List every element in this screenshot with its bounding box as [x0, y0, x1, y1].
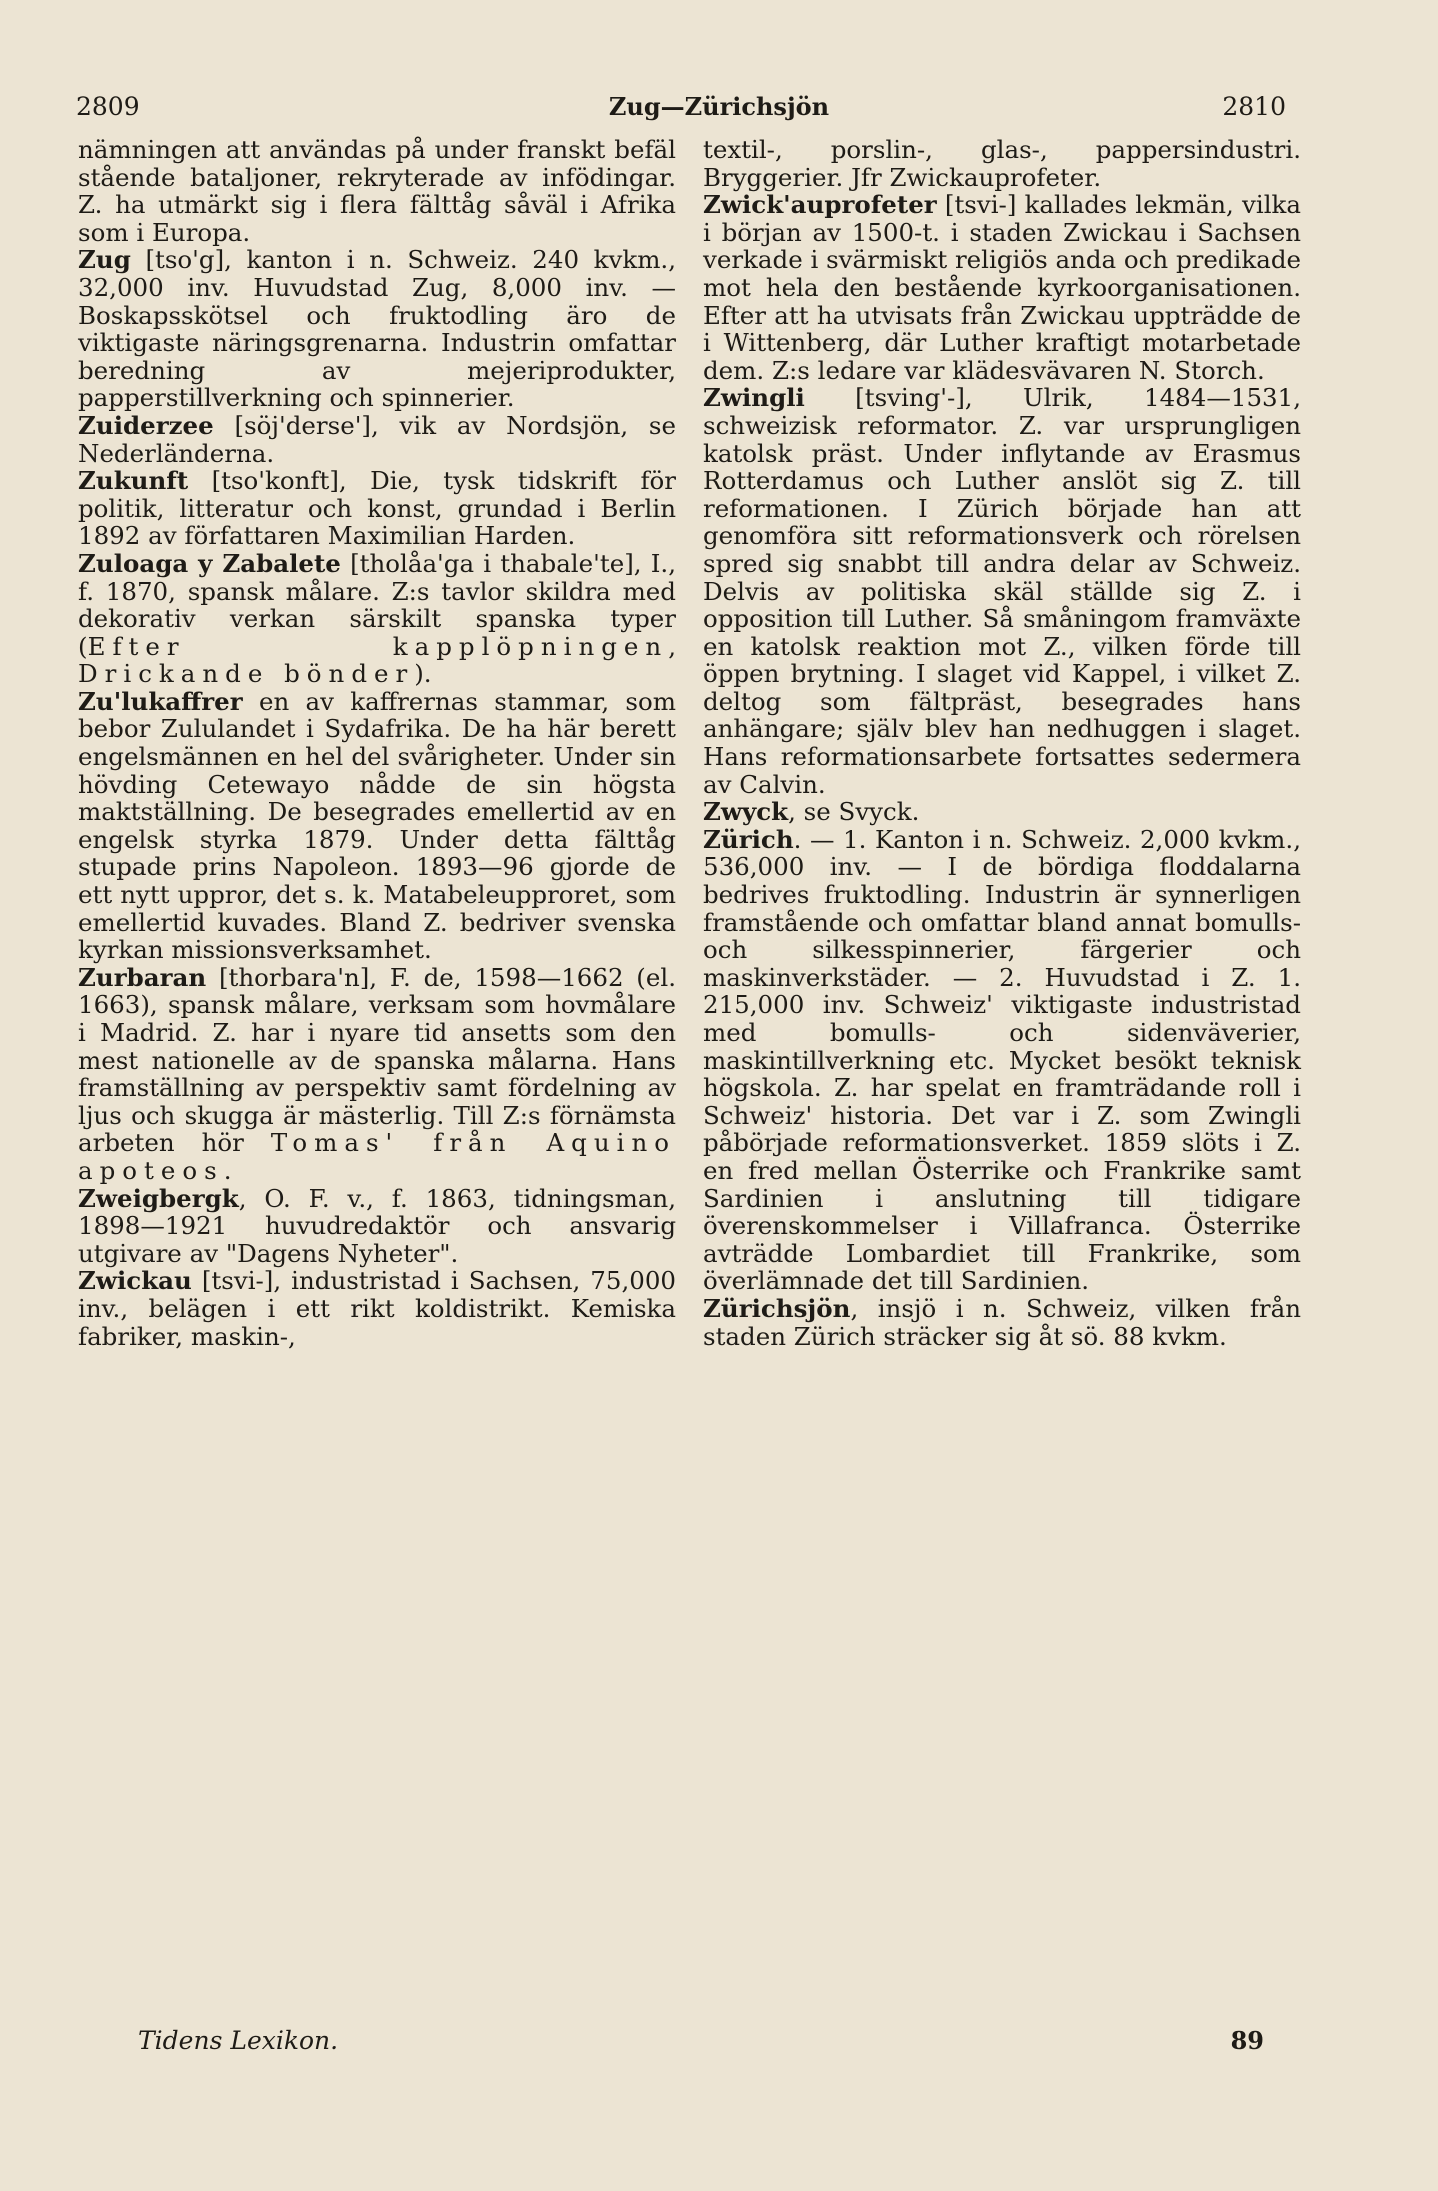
entry-zwyck: Zwyck, se Svyck.	[703, 797, 920, 827]
entry-zulukaffrer: Zu'lukaffrer en av kaffrernas stammar, som bebor Zululandet i Sydafrika. De ha här berett engelsmännen en hel del svårigheter. Under sin hövding Cetewayo nådde de sin högsta maktställning. De besegrades emellertid av en engelsk styrka 1879. Under detta fälttåg stupade prins Napoleon. 1893—96 gjorde de ett nytt uppror, det s. k. Matabeleupproret, som emellertid kuvades. Bland Z. bedriver svenska kyrkan missionsverksamhet.	[78, 686, 676, 965]
headword: Zürichsjön	[703, 1293, 851, 1323]
page-header	[0, 92, 1438, 132]
headword: Zurbaran	[78, 962, 207, 992]
artwork-title: Efter kapplöpningen	[87, 631, 669, 661]
running-title: Zug—Zürichsjön	[608, 92, 830, 121]
headword: Zürich	[703, 824, 794, 854]
headword: Zuloaga y Zabalete	[78, 548, 341, 578]
entry-zurichsjon: Zürichsjön, insjö i n. Schweiz, vilken från staden Zürich sträcker sig åt sö. 88 kvkm.	[703, 1293, 1301, 1351]
headword: Zukunft	[78, 466, 189, 496]
entry-zurich: Zürich. — 1. Kanton i n. Schweiz. 2,000 kvkm., 536,000 inv. — I de bördiga floddalarna bedrives fruktodling. Industrin är synnerligen framstående och omfattar bland annat bomulls- och silkesspinnerier, färgerier och maskinverkstäder. — 2. Huvudstad i Z. 1. 215,000 inv. Schweiz' viktigaste industristad med bomulls- och sidenväverier, maskintillverkning etc. Mycket besökt teknisk högskola. Z. har spelat en framträdande roll i Schweiz' historia. Det var i Z. som Zwingli påbörjade reformationsverket. 1859 slöts i Z. en fred mellan Österrike och Frankrike samt Sardinien i anslutning till tidigare överenskommelser i Villafranca. Österrike avträdde Lombardiet till Frankrike, som överlämnade det till Sardinien.	[703, 824, 1301, 1296]
entry-continuation: nämningen att användas på under franskt befäl stående bataljoner, rekryterade av infödingar. Z. ha utmärkt sig i flera fälttåg såväl i Afrika som i Europa.	[78, 135, 676, 247]
entry-zwickau: Zwickau [tsvi-], industristad i Sachsen, 75,000 inv., belägen i ett rikt koldistrikt. Kemiska fabriker, maskin-,	[78, 1266, 676, 1351]
artwork-title: Tomas' från Aquino apoteos	[78, 1128, 676, 1185]
page-footer	[0, 2026, 1438, 2066]
publisher-name: Tidens Lexikon.	[138, 2026, 339, 2055]
headword: Zwyck	[703, 797, 789, 827]
entry-zuloaga: Zuloaga y Zabalete [tholåa'ga i thabale'te], I., f. 1870, spansk målare. Z:s tavlor skildra med dekorativ verkan särskilt spanska typer (Efter kapplöpningen, Drickande bönder).	[78, 548, 677, 689]
entry-zuiderzee: Zuiderzee [söj'derse'], vik av Nordsjön, se Nederländerna.	[78, 410, 676, 468]
page-number-left: 2809	[76, 92, 140, 121]
entry-zweigbergk: Zweigbergk, O. F. v., f. 1863, tidningsman, 1898—1921 huvudredaktör och ansvarig utgivare av "Dagens Nyheter".	[78, 1183, 676, 1268]
headword: Zweigbergk	[78, 1183, 239, 1213]
headword: Zu'lukaffrer	[78, 686, 243, 716]
artwork-title: Drickande bönder	[78, 659, 415, 689]
entry-zukunft: Zukunft [tso'konft], Die, tysk tidskrift för politik, litteratur och konst, grundad i Berlin 1892 av författaren Maximilian Harden.	[78, 466, 676, 551]
headword: Zug	[78, 245, 131, 275]
headword: Zwick'auprofeter	[703, 190, 937, 220]
headword: Zwickau	[78, 1266, 192, 1296]
entry-zwickauprofeter: Zwick'auprofeter [tsvi-] kallades lekmän, vilka i början av 1500-t. i staden Zwickau i Sachsen verkade i svärmiskt religiös anda och predikade mot hela den bestående kyrkoorganisationen. Efter att ha utvisats från Zwickau uppträdde de i Wittenberg, där Luther kraftigt motarbetade dem. Z:s ledare var klädesvävaren N. Storch.	[703, 190, 1302, 385]
sheet-number: 89	[1230, 2026, 1264, 2055]
headword: Zuiderzee	[78, 410, 214, 440]
entry-zwingli: Zwingli [tsving'-], Ulrik, 1484—1531, schweizisk reformator. Z. var ursprungligen katolsk präst. Under inflytande av Erasmus Rotterdamus och Luther anslöt sig Z. till reformationen. I Zürich började han att genomföra sitt reformationsverk och rörelsen spred sig snabbt till andra delar av Schweiz. Delvis av politiska skäl ställde sig Z. i opposition till Luther. Så småningom framväxte en katolsk reaktion mot Z., vilken förde till öppen brytning. I slaget vid Kappel, i vilket Z. deltog som fältpräst, besegrades hans anhängare; själv blev han nedhuggen i slaget. Hans reformationsarbete fortsattes sedermera av Calvin.	[703, 383, 1301, 799]
left-column	[78, 136, 676, 1350]
page-number-right: 2810	[1222, 92, 1286, 121]
headword: Zwingli	[703, 383, 805, 413]
entry-continuation: textil-, porslin-, glas-, pappersindustri. Bryggerier. Jfr Zwickauprofeter.	[703, 135, 1301, 192]
entry-zug: Zug [tso'g], kanton i n. Schweiz. 240 kvkm., 32,000 inv. Huvudstad Zug, 8,000 inv. — Boskapsskötsel och fruktodling äro de viktigaste näringsgrenarna. Industrin omfattar beredning av mejeriprodukter, papperstillverkning och spinnerier.	[78, 245, 676, 413]
entry-zurbaran: Zurbaran [thorbara'n], F. de, 1598—1662 (el. 1663), spansk målare, verksam som hovmålare i Madrid. Z. har i nyare tid ansetts som den mest nationelle av de spanska målarna. Hans framställning av perspektiv samt fördelning av ljus och skugga är mästerlig. Till Z:s förnämsta arbeten hör Tomas' från Aquino apoteos.	[78, 962, 676, 1185]
right-column	[703, 136, 1301, 1350]
